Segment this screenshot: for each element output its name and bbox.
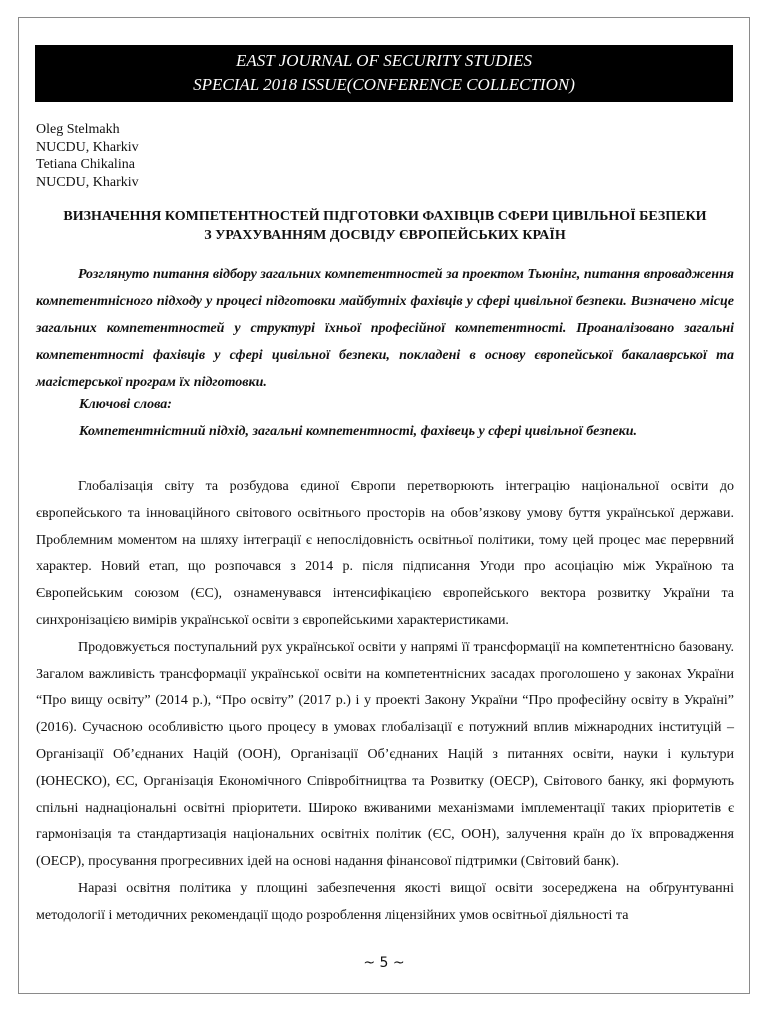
author-affiliation: NUCDU, Kharkiv: [36, 139, 139, 155]
journal-header-banner: [35, 45, 733, 102]
keywords-label: Ключові слова:: [79, 397, 172, 412]
author-name: Tetiana Chikalina: [36, 157, 135, 172]
abstract: [36, 261, 734, 396]
article-title-line: З УРАХУВАННЯМ ДОСВІДУ ЄВРОПЕЙСЬКИХ КРАЇН: [204, 228, 566, 243]
author-affiliation: NUCDU, Kharkiv: [36, 174, 139, 190]
page-number: ~ 5 ~: [363, 955, 405, 971]
journal-issue: SPECIAL 2018 ISSUE(CONFERENCE COLLECTION): [193, 75, 575, 94]
body-paragraph: Продовжується поступальний рух української освіти у напрямі її трансформації на компетентнісно базовану. Загалом важливість трансформації української освіти на компетентнісних засадах проголошено у законах України “Про вищу освіту” (2014 р.), “Про освіту” (2017 р.) і у проекті Закону України “Про професійну освіту в Україні” (2016). Сучасною особливістю цього процесу в умовах глобалізації є потужний вплив міжнародних інституцій – Організації Об’єднаних Націй (ООН), Організації Об’єднаних Націй з питаннях освіти, науки і культури (ЮНЕСКО), ЄС, Організація Економічного Співробітництва та Розвитку (ОЕСР), Світового банку, які формують спільні наднаціональні освітні пріоритети. Широко вживаними механізмами імплементації таких пріоритетів є гармонізація та стандартизація національних освітніх політик (ЄС, ООН), залучення країн до їх впровадження (ОЕСР), просування прогресивних ідей на основі надання фінансової підтримки (Світовий банк).: [36, 639, 734, 870]
journal-title: EAST JOURNAL OF SECURITY STUDIES: [236, 51, 532, 70]
author-block: [36, 121, 139, 191]
article-title-line: ВИЗНАЧЕННЯ КОМПЕТЕНТНОСТЕЙ ПІДГОТОВКИ ФАХІВЦІВ СФЕРИ ЦИВІЛЬНОЇ БЕЗПЕКИ: [63, 209, 707, 224]
keywords-text: Компетентністний підхід, загальні компетентності, фахівець у сфері цивільної безпеки.: [79, 424, 638, 439]
abstract-text: Розглянуто питання відбору загальних компетентностей за проектом Тьюнінг, питання впровадження компетентнісного підходу у процесі підготовки майбутніх фахівців у сфері цивільної безпеки. Визначено місце загальних компетентностей у структурі їхньої професійної компетентності. Проаналізовано загальні компетентності фахівців у сфері цивільної безпеки, покладені в основу європейської бакалаврської та магістерської програм їх підготовки.: [36, 267, 734, 390]
author-name: Oleg Stelmakh: [36, 122, 120, 137]
article-title: [36, 207, 734, 245]
article-body: [36, 474, 734, 930]
body-paragraph: Глобалізація світу та розбудова єдиної Європи перетворюють інтеграцію національної освіти до європейського та інноваційного світового освітнього просторів на обов’язкову умову буття української держави. Проблемним моментом на шляху інтеграції є непослідовність освітньої політики, тому цей процес має перервний характер. Новий етап, що розпочався з 2014 р. після підписання Угоди про асоціацію між Україною та Європейським союзом (ЄС), ознаменувався інтенсифікацією європейського вектора розвитку України та синхронізацією вимірів української освіти з європейськими характеристиками.: [36, 479, 734, 628]
body-paragraph: Наразі освітня політика у площині забезпечення якості вищої освіти зосереджена на обґрунтуванні методології і методичних рекомендації щодо розроблення ліцензійних умов освітньої діяльності та: [36, 880, 734, 923]
